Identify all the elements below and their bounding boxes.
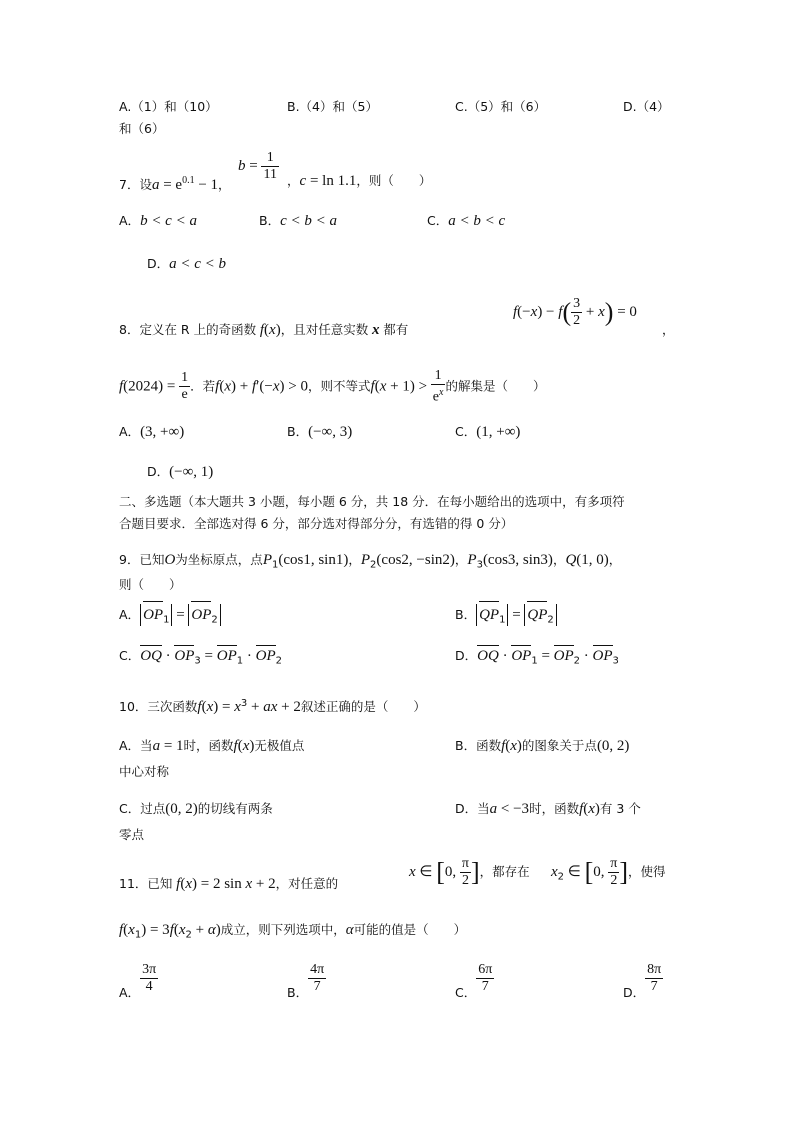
q6-option-c: C.（5）和（6）	[455, 99, 547, 114]
q8-option-d: D．(−∞, 1)	[147, 464, 214, 480]
q7-sep: ，	[218, 177, 231, 192]
q7-expr-b: b = $\frac{1}{11}$	[238, 150, 277, 182]
q8-option-b: B．(−∞, 3)	[287, 424, 353, 440]
q9-option-b: B． $QP_1 = QP_2$	[455, 604, 557, 626]
q11-option-a: A． $\frac{3\pi}{4}$	[119, 962, 157, 1000]
q7-option-b: B．c < b < a	[259, 213, 337, 229]
q11-option-d: D． $\frac{8\pi}{7}$	[623, 962, 662, 1000]
q7-number: 7．设	[119, 177, 152, 192]
section-2-instructions: 合题目要求．全部选对得 6 分，部分选对得部分分，有选错的得 0 分）	[119, 516, 514, 531]
q6-option-b: B.（4）和（5）	[287, 99, 378, 114]
q9-stem-cont: 则（ ）	[119, 577, 182, 592]
q11-domain-x2: $x_2$ ∈ [0, $\frac{\pi}{2}$ ]，使得	[551, 856, 666, 888]
section-2-heading: 二、多选题（本大题共 3 小题，每小题 6 分，共 18 分．在每小题给出的选项中，有多项符	[119, 494, 625, 509]
q11-stem-line2: $f(x_1) = 3f(x_2 + \alpha)$成立，则下列选项中，α可能的值是（ ）	[119, 922, 467, 941]
q9-option-a: A． $OP_1 = OP_2$	[119, 604, 221, 626]
q9-option-d: D．OQ · $OP_1 = OP_2 \cdot OP_3$	[455, 648, 619, 667]
q7-option-c: C．a < b < c	[427, 213, 506, 229]
q7-option-a: A．b < c < a	[119, 213, 197, 229]
q9-stem: 9．已知O为坐标原点，点$P_1(\cos 1$, sin1)，$P_2(\cos 2$, −sin2)，$P_3(\cos 3$, sin3)，Q(1, 0)，	[119, 552, 622, 571]
q8-stem-line1: 8．定义在 R 上的奇函数 f(x)，且对任意实数 x 都有	[119, 322, 409, 338]
q10-option-d-cont: 零点	[119, 827, 145, 842]
q7-expr-a: a	[151, 177, 160, 193]
q8-comma: ，	[662, 322, 675, 337]
q10-option-a: A．当a = 1时，函数f(x)无极值点	[119, 738, 305, 754]
q6-option-a: A.（1）和（10）	[119, 99, 218, 114]
q7-option-d: D．a < c < b	[147, 256, 227, 272]
q11-domain-x: x ∈ [0, $\frac{\pi}{2}$ ]，都存在	[409, 856, 530, 888]
q11-option-b: B． $\frac{4\pi}{7}$	[287, 962, 325, 1000]
q10-option-c: C．过点(0, 2)的切线有两条	[119, 801, 273, 817]
q10-stem: 10．三次函数$f(x) = x^3$ + ax + 2叙述正确的是（ ）	[119, 698, 426, 716]
q10-option-d: D．当a < −3时，函数f(x)有 3 个	[455, 801, 641, 817]
q8-option-a: A．(3, +∞)	[119, 424, 185, 440]
q9-option-c: C．OQ · $OP_3 = OP_1 \cdot OP_2$	[119, 648, 282, 667]
q8-condition: f(−x) − f( $\frac{3}{2}$ + x) = 0	[513, 296, 637, 328]
q8-stem-line2: f(2024) = $\frac{1}{e}$ ．若f(x) + f′(−x) > 0，则不等式f(x + 1) > $\frac{1}{e^x}$ 的解集是（ ）	[119, 368, 546, 405]
q8-option-c: C．(1, +∞)	[455, 424, 521, 440]
q11-option-c: C． $\frac{6\pi}{7}$	[455, 962, 493, 1000]
q6-option-d: D.（4）	[623, 99, 670, 114]
q7-stem: 7．设$a = e^{0.1} - 1$，	[119, 175, 231, 193]
q11-stem-line1: 11．已知 f(x) = 2 sin x + 2，对任意的	[119, 876, 339, 892]
q10-option-b-cont: 中心对称	[119, 764, 170, 779]
q7-expr-c: ，c = ln 1.1，则（ ）	[287, 173, 432, 189]
q6-option-d-cont: 和（6）	[119, 121, 165, 136]
q7-tail: ，则（ ）	[356, 173, 432, 188]
q10-option-b: B．函数f(x)的图象关于点(0, 2)	[455, 738, 630, 754]
